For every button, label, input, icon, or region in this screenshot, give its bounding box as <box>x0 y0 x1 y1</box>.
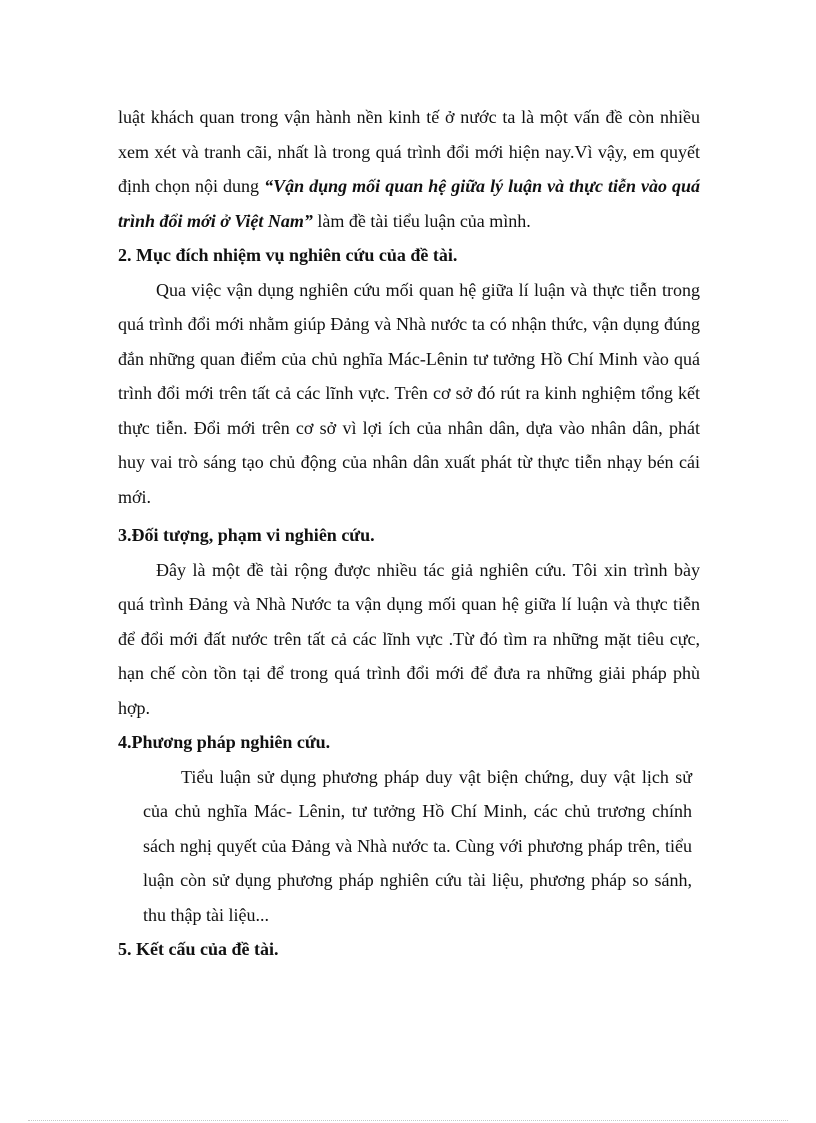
intro-text-start: luật khách quan trong vận hành nền kinh tế ở nước ta là một vấn đề còn nhiều xem xét và tranh cãi, nhất là trong quá trình đổi mới hiện nay.Vì vậy, em quyết định chọn nội dung <box>118 107 700 196</box>
essay-title-emphasis: Vận dụng mối quan hệ giữa lý luận và thực tiễn vào quá trình đổi mới ở Việt Nam <box>118 176 700 231</box>
section-4-body: Tiểu luận sử dụng phương pháp duy vật biện chứng, duy vật lịch sử của chủ nghĩa Mác- Lênin, tư tưởng Hồ Chí Minh, các chủ trương chính sách nghị quyết của Đảng và Nhà nước ta. Cùng với phương pháp trên, tiểu luận còn sử dụng phương pháp nghiên cứu tài liệu, phương pháp so sánh, thu thập tài liệu... <box>143 766 692 925</box>
document-body <box>118 100 700 967</box>
section-2-heading: 2. Mục đích nhiệm vụ nghiên cứu của đề tài. <box>118 245 458 265</box>
intro-paragraph <box>118 100 700 238</box>
section-5-heading: 5. Kết cấu của đề tài. <box>118 939 279 959</box>
section-3-body: Đây là một đề tài rộng được nhiều tác giả nghiên cứu. Tôi xin trình bày quá trình Đảng và Nhà Nước ta vận dụng mối quan hệ giữa lí luận và thực tiễn để đổi mới đất nước trên tất cả các lĩnh vực .Từ đó tìm ra những mặt tiêu cực, hạn chế còn tồn tại để trong quá trình đổi mới để đưa ra những giải pháp phù hợp. <box>118 559 700 718</box>
intro-open-quote: “ <box>264 176 274 196</box>
section-4-heading: 4.Phương pháp nghiên cứu. <box>118 732 331 752</box>
intro-text-end: làm đề tài tiểu luận của mình. <box>312 210 531 231</box>
page-bottom-dotted-line <box>28 1120 788 1121</box>
intro-close-quote: ” <box>303 210 313 231</box>
section-2-body: Qua việc vận dụng nghiên cứu mối quan hệ giữa lí luận và thực tiễn trong quá trình đổi mới nhằm giúp Đảng và Nhà nước ta có nhận thức, vận dụng đúng đắn những quan điểm của chủ nghĩa Mác-Lênin tư tưởng Hồ Chí Minh vào quá trình đổi mới trên tất cả các lĩnh vực. Trên cơ sở đó rút ra kinh nghiệm tổng kết thực tiễn. Đổi mới trên cơ sở vì lợi ích của nhân dân, dựa vào nhân dân, phát huy vai trò sáng tạo chủ động của nhân dân xuất phát từ thực tiễn nhạy bén cái mới. <box>118 279 700 507</box>
section-3-heading: 3.Đối tượng, phạm vi nghiên cứu. <box>118 525 375 545</box>
